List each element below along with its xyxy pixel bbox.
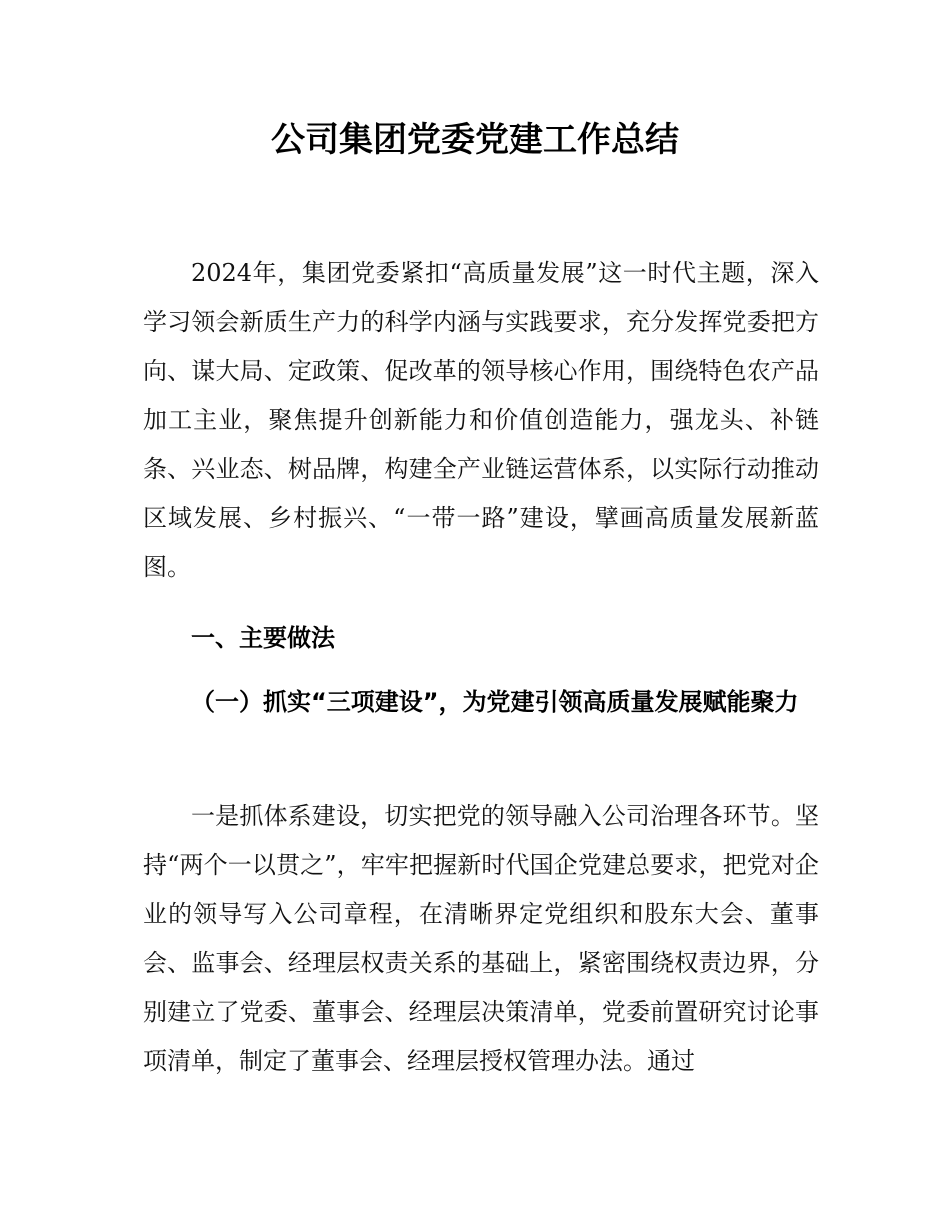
intro-paragraph: 2024年，集团党委紧扣“高质量发展”这一时代主题，深入学习领会新质生产力的科学内涵与实践要求，充分发挥党委把方向、谋大局、定政策、促改革的领导核心作用，围绕特色农产品加工主业，聚焦提升创新能力和价值创造能力，强龙头、补链条、兴业态、树品牌，构建全产业链运营体系，以实际行动推动区域发展、乡村振兴、“一带一路”建设，擘画高质量发展新蓝图。 — [143, 259, 819, 581]
body-paragraph: 一是抓体系建设，切实把党的领导融入公司治理各环节。坚持“两个一以贯之”，牢牢把握新时代国企党建总要求，把党对企业的领导写入公司章程，在清晰界定党组织和股东大会、董事会、监事会、经理层权责关系的基础上，紧密围绕权责边界，分别建立了党委、董事会、经理层决策清单，党委前置研究讨论事项清单，制定了董事会、经理层授权管理办法。通过 — [143, 802, 819, 1075]
section-heading: 一、主要做法 — [191, 624, 335, 652]
document-title: 公司集团党委党建工作总结 — [271, 120, 679, 160]
subsection-heading: （一）抓实“三项建设”，为党建引领高质量发展赋能聚力 — [191, 688, 799, 716]
